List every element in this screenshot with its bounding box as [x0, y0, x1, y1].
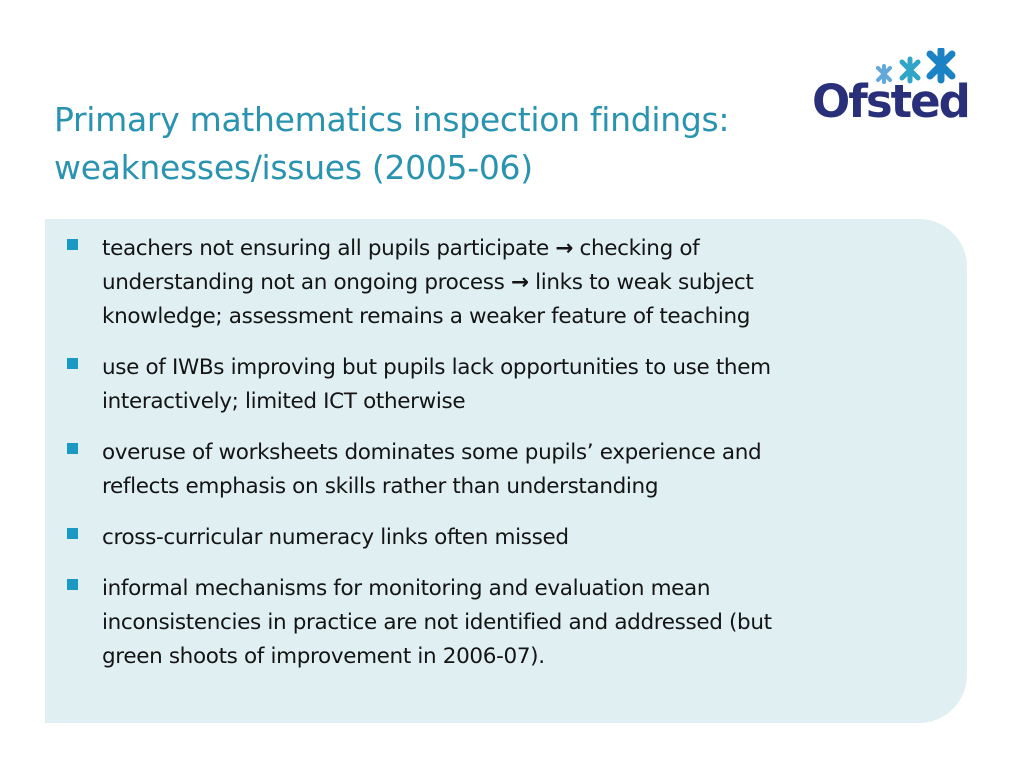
bullet-item-4 [66, 521, 946, 555]
slide-title [54, 96, 794, 192]
bullet-text: use of IWBs improving but pupils lack opportunities to use them [102, 355, 771, 380]
bullet-item-5 [66, 572, 946, 674]
slide-title-line-2: weaknesses/issues (2005-06) [54, 148, 533, 187]
bullet-text: inconsistencies in practice are not identified and addressed (but [102, 610, 772, 635]
square-bullet-icon [67, 579, 78, 590]
ofsted-logo [812, 48, 972, 132]
bullet-text: checking of [573, 236, 700, 261]
bullet-text: links to weak subject [528, 270, 754, 295]
bullet-text: reflects emphasis on skills rather than understanding [102, 474, 659, 499]
right-arrow-icon: → [555, 236, 573, 261]
square-bullet-icon [67, 239, 78, 250]
square-bullet-icon [67, 358, 78, 369]
bullet-text: knowledge; assessment remains a weaker feature of teaching [102, 304, 751, 329]
bullet-text: cross-curricular numeracy links often missed [102, 525, 569, 550]
bullet-text: teachers not ensuring all pupils participate [102, 236, 556, 261]
square-bullet-icon [67, 528, 78, 539]
bullet-item-2 [66, 351, 946, 419]
right-arrow-icon: → [510, 270, 529, 295]
bullet-item-3 [66, 436, 946, 504]
bullet-text: overuse of worksheets dominates some pupils’ experience and [102, 440, 762, 465]
bullet-text: interactively; limited ICT otherwise [102, 389, 466, 414]
bullet-item-1 [66, 232, 946, 334]
bullet-text: informal mechanisms for monitoring and evaluation mean [102, 576, 711, 601]
logo-wordmark: Ofsted [812, 75, 969, 128]
square-bullet-icon [67, 443, 78, 454]
bullet-text: green shoots of improvement in 2006-07). [102, 644, 545, 669]
slide-title-line-1: Primary mathematics inspection findings: [54, 100, 730, 139]
bullet-text: understanding not an ongoing process [102, 270, 511, 295]
bullet-list [66, 232, 946, 691]
